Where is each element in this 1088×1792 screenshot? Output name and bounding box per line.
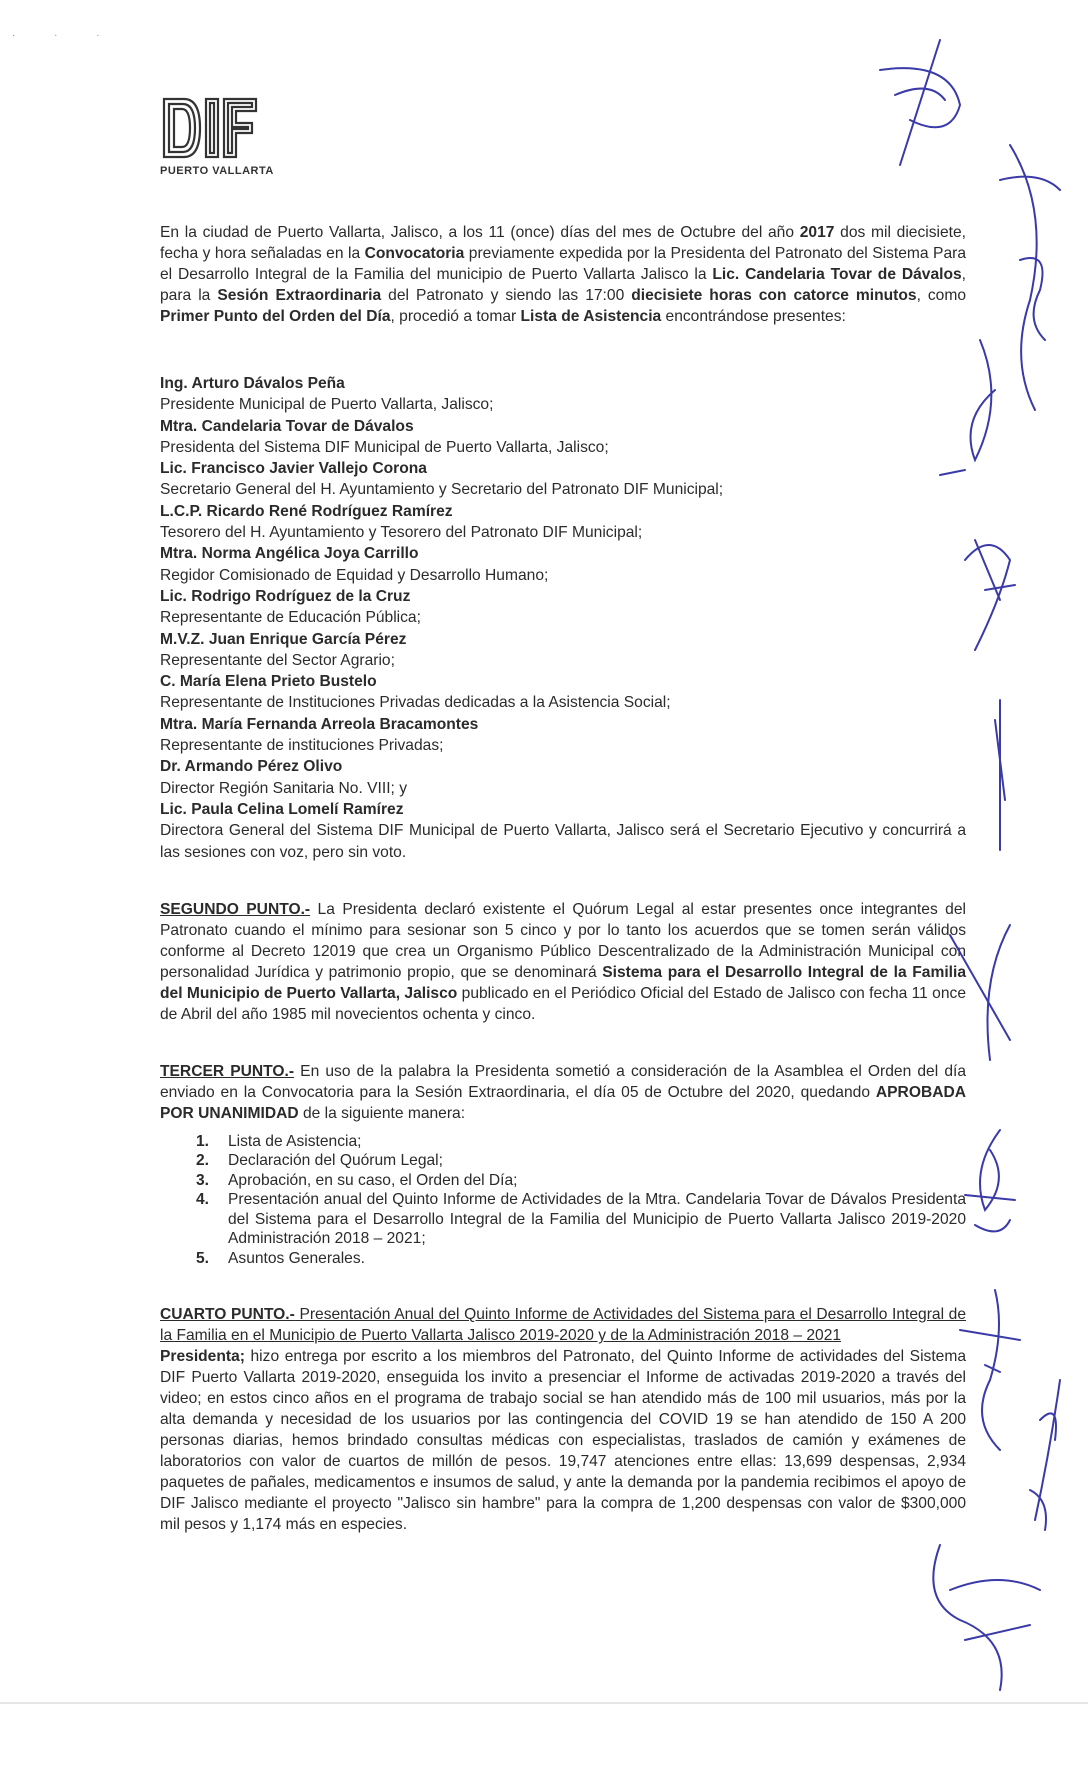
section-heading: TERCER PUNTO.-	[160, 1062, 295, 1080]
signature-mark-9	[1030, 1380, 1060, 1530]
member-name: Mtra. María Fernanda Arreola Bracamontes	[160, 715, 479, 733]
member-name: M.V.Z. Juan Enrique García Pérez	[160, 630, 407, 648]
signature-mark-1	[880, 40, 960, 165]
signature-mark-5	[995, 700, 1005, 850]
member-name: L.C.P. Ricardo René Rodríguez Ramírez	[160, 502, 453, 520]
segundo-punto: SEGUNDO PUNTO.- La Presidenta declaró existente el Quórum Legal al estar presentes once integrantes del Patronato cuando el mínimo para sesionar son 5 cinco y por lo tanto los acuerdos que se tomen serán válidos conforme al Decreto 12019 que crea un Organismo Público Descentralizado de la Administración Municipal con personalidad Jurídica y patrimonio propio, que se denominará Sistema para el Desarrollo Integral de la Familia del Municipio de Puerto Vallarta, Jalisco publicado en el Periódico Oficial del Estado de Jalisco con fecha 11 once de Abril del año 1985 mil novecientos ochenta y cinco.	[160, 900, 967, 1023]
signature-mark-4	[965, 540, 1015, 650]
agenda-list	[160, 1132, 966, 1269]
member-name: Lic. Paula Celina Lomelí Ramírez	[160, 800, 404, 818]
member-role: Tesorero del H. Ayuntamiento y Tesorero del Patronato DIF Municipal;	[160, 524, 643, 542]
agenda-item: 2. Declaración del Quórum Legal;	[196, 1152, 443, 1170]
signature-mark-8	[960, 1290, 1020, 1450]
member-role: Presidente Municipal de Puerto Vallarta, Jalisco;	[160, 396, 494, 414]
tercer-punto: TERCER PUNTO.- En uso de la palabra la Presidenta sometió a consideración de la Asamblea el Orden del día enviado en la Convocatoria para la Sesión Extraordinaria, el día 05 de Octubre del 2020, quedando APROBADA POR UNANIMIDAD de la siguiente manera: 1. Lista de Asistencia; 2. Declaración del Quórum Legal; 3. Aprobación, en su caso, el Orden del Día; 4. Presentación anual del Quinto Informe de Actividades de la Mtra. Candelaria Tovar de Dávalos Presidenta del Sistema para el Desarrollo Integral de la Familia del Municipio de Puerto Vallarta Jalisco 2019-2020 Administración 2018 – 2021; 5. Asuntos Generales.	[160, 1062, 966, 1267]
signature-mark-7	[965, 1130, 1015, 1231]
dif-logo	[160, 95, 280, 177]
member-role: Representante del Sector Agrario;	[160, 651, 395, 669]
page-bottom-edge	[0, 1702, 1088, 1704]
agenda-item: 4. Presentación anual del Quinto Informe de Actividades de la Mtra. Candelaria Tovar de Dávalos Presidenta del Sistema para el Desarrollo Integral de la Familia del Municipio de Puerto Vallarta Jalisco 2019-2020 Administración 2018 – 2021;	[196, 1191, 966, 1248]
section-heading: CUARTO PUNTO.-	[160, 1306, 295, 1324]
section-heading: SEGUNDO PUNTO.-	[160, 900, 311, 918]
member-role: Secretario General del H. Ayuntamiento y Secretario del Patronato DIF Municipal;	[160, 481, 724, 499]
member-name: Mtra. Candelaria Tovar de Dávalos	[160, 417, 414, 435]
speaker-label: Presidenta;	[160, 1348, 245, 1366]
document-body	[160, 222, 966, 1535]
section-subject: Presentación Anual del Quinto Informe de Actividades del Sistema para el Desarrollo Integral de la Familia en el Municipio de Puerto Vallarta Jalisco 2019-2020 y de la Administración 2018 – 2021	[160, 1306, 966, 1345]
member-role: Representante de Educación Pública;	[160, 609, 421, 627]
attendance-list	[160, 373, 966, 863]
dif-logo-mark	[160, 95, 260, 161]
member-role: Director Región Sanitaria No. VIII; y	[160, 779, 408, 797]
intro-paragraph: En la ciudad de Puerto Vallarta, Jalisco, a los 11 (once) días del mes de Octubre del año 2017 dos mil diecisiete, fecha y hora señaladas en la Convocatoria previamente expedida por la Presidenta del Patronato del Sistema Para el Desarrollo Integral de la Familia del municipio de Puerto Vallarta Jalisco la Lic. Candelaria Tovar de Dávalos, para la Sesión Extraordinaria del Patronato y siendo las 17:00 diecisiete horas con catorce minutos, como Primer Punto del Orden del Día, procedió a tomar Lista de Asistencia encontrándose presentes:	[160, 224, 967, 325]
cuarto-punto: CUARTO PUNTO.- Presentación Anual del Quinto Informe de Actividades del Sistema para el Desarrollo Integral de la Familia en el Municipio de Puerto Vallarta Jalisco 2019-2020 y de la Administración 2018 – 2021 Presidenta; hizo entrega por escrito a los miembros del Patronato, del Quinto Informe de actividades del Sistema DIF Puerto Vallarta 2019-2020, enseguida los invito a presenciar el Informe de activadas 2019-2020 a través del video; en estos cinco años en el programa de trabajo social se han atendido más de 100 mil usuarios, más por la alta demanda y necesidad de los usuarios por las contingencia del COVID 19 se han atendido de 150 A 200 personas diarias, hemos brindado consultas médicas con especialistas, traslados de camión y exámenes de laboratorios con valor de cuartos de millón de pesos. 19,747 atenciones entre ellas: 13,699 despensas, 2,934 paquetes de pañales, medicamentos e insumos de salud, y ante la demanda por la pandemia recibimos el apoyo de DIF Jalisco mediante el proyecto "Jalisco sin hambre" para la compra de 1,200 despensas con valor de $300,000 mil pesos y 1,174 más en especies.	[160, 1306, 966, 1534]
member-name: C. María Elena Prieto Bustelo	[160, 673, 377, 691]
member-name: Ing. Arturo Dávalos Peña	[160, 375, 345, 392]
agenda-item: 1. Lista de Asistencia;	[196, 1132, 362, 1150]
signature-mark-10	[933, 1545, 1040, 1690]
member-role: Directora General del Sistema DIF Municipal de Puerto Vallarta, Jalisco será el Secretario Ejecutivo y concurrirá a las sesiones con voz, pero sin voto.	[160, 822, 966, 861]
scan-speckles: · · ·	[12, 30, 118, 41]
member-role: Representante de instituciones Privadas;	[160, 737, 444, 755]
member-name: Lic. Francisco Javier Vallejo Corona	[160, 460, 427, 478]
member-name: Dr. Armando Pérez Olivo	[160, 758, 343, 776]
agenda-item: 5. Asuntos Generales.	[196, 1249, 365, 1267]
member-name: Lic. Rodrigo Rodríguez de la Cruz	[160, 587, 411, 605]
member-name: Mtra. Norma Angélica Joya Carrillo	[160, 545, 419, 563]
member-role: Regidor Comisionado de Equidad y Desarrollo Humano;	[160, 566, 549, 584]
member-role: Presidenta del Sistema DIF Municipal de Puerto Vallarta, Jalisco;	[160, 438, 609, 456]
agenda-item: 3. Aprobación, en su caso, el Orden del Día;	[196, 1171, 518, 1189]
logo-subtitle: PUERTO VALLARTA	[160, 165, 274, 177]
signature-mark-2	[1000, 145, 1060, 410]
member-role: Representante de Instituciones Privadas dedicadas a la Asistencia Social;	[160, 694, 671, 712]
